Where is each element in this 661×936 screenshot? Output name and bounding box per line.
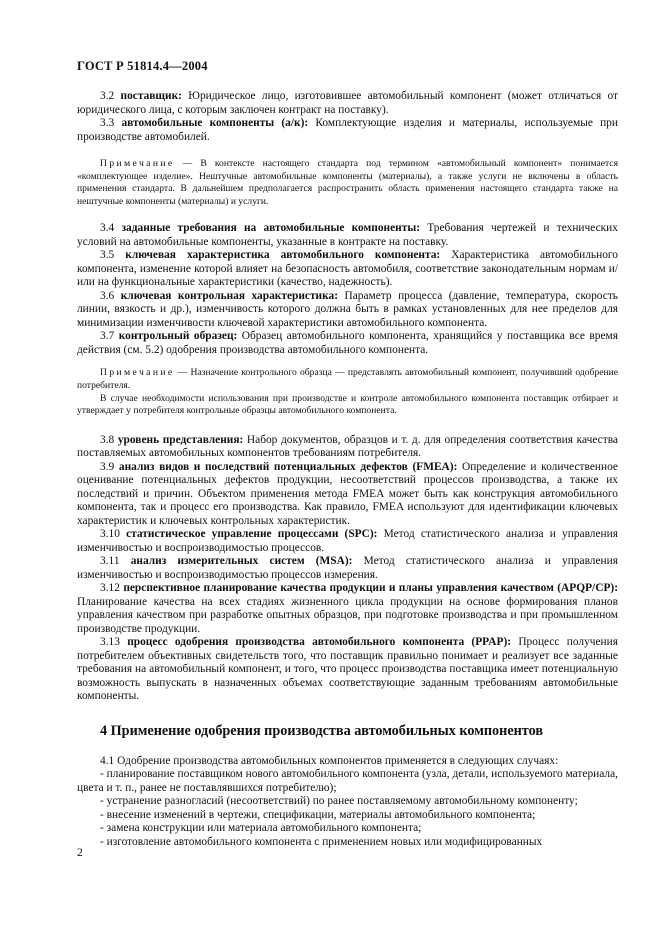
definition-3-6: 3.6 ключевая контрольная характеристика: Параметр процесса (давление, температура, скорость линии, вязкость и др.), изменчивость которого должна быть в рамках установленных для нее пределов для минимизации изменчивости ключевой характеристики автомобильного компонента. bbox=[77, 289, 618, 329]
term: процесс одобрения производства автомобильного компонента (PPAP): bbox=[127, 636, 512, 649]
definition-3-10: 3.10 статистическое управление процессами (SPC): Метод статистического анализа и управления изменчивостью и воспроизводимостью процессов. bbox=[77, 528, 618, 554]
list-item: - внесение изменений в чертежи, спецификации, материалы автомобильного компонента; bbox=[100, 808, 536, 821]
list-item: - замена конструкции или материала автомобильного компонента; bbox=[100, 822, 422, 835]
note-2: Примечание — Назначение контрольного образца — представлять автомобильный компонент, получивший одобрение потребителя. В случае необходимости использования при производстве и контроле автомобильного компонента поставщик отбирает и утверждает у потребителя контрольные образцы автомобильного компонента. bbox=[77, 367, 618, 417]
section-4-body bbox=[77, 755, 618, 850]
term: ключевая характеристика автомобильного компонента: bbox=[125, 249, 441, 262]
definition-3-2: 3.2 поставщик: Юридическое лицо, изготовившее автомобильный компонент (может отличаться от юридического лица, с которым заключен контракт на поставку). bbox=[77, 90, 618, 116]
note-label: Примечание bbox=[100, 158, 175, 169]
document-header: ГОСТ Р 51814.4—2004 bbox=[77, 59, 208, 73]
list-item: - изготовление автомобильного компонента с применением новых или модифицированных bbox=[100, 835, 543, 848]
definition-3-13: 3.13 процесс одобрения производства автомобильного компонента (PPAP): Процесс получения потребителем объективных свидетельств того, что поставщик правильно понимает и реализует все заданные требования на автомобильный компонент, и того, что процесс производства поставщика имеет потенциальную возможность выпускать в назначенных объемах соответствующие заданным требованиям автомобильные компоненты. bbox=[77, 636, 618, 703]
definition-3-7: 3.7 контрольный образец: Образец автомобильного компонента, хранящийся у поставщика все время действия (см. 5.2) одобрения производства автомобильного компонента. bbox=[77, 330, 618, 356]
definition-3-8: 3.8 уровень представления: Набор документов, образцов и т. д. для определения соответствия качества поставляемых автомобильных компонентов требованиям потребителя. bbox=[77, 433, 618, 460]
definition-3-3: 3.3 автомобильные компоненты (а/к): Комплектующие изделия и материалы, используемые при производстве автомобилей. bbox=[77, 117, 618, 143]
list-item: - планирование поставщиком нового автомобильного компонента (узла, детали, используемого материала, цвета и т. п., ранее не поставлявшихся потребителю); bbox=[77, 768, 618, 794]
definition-3-12: 3.12 перспективное планирование качества продукции и планы управления качеством (APQP/CP): Планирование качества на всех стадиях жизненного цикла продукции на основе формирования планов управления качеством при разработке опытных образцов, при подготовке производства и при промышленном производстве продукции. bbox=[77, 582, 618, 635]
term: анализ измерительных систем (MSA): bbox=[130, 555, 353, 568]
term: автомобильные компоненты (а/к): bbox=[121, 117, 309, 129]
term: анализ видов и последствий потенциальных дефектов (FMEA): bbox=[118, 460, 458, 473]
definitions-3-8-3-13 bbox=[77, 434, 618, 704]
page-body bbox=[77, 90, 618, 849]
clause-4-1: 4.1 Одобрение производства автомобильных компонентов применяется в следующих случаях: bbox=[100, 754, 559, 767]
note-label: Примечание bbox=[100, 367, 175, 379]
list-item: - устранение разногласий (несоответствий) по ранее поставляемому автомобильному компоненту; bbox=[100, 795, 578, 808]
page-number: 2 bbox=[77, 847, 83, 859]
definition-3-9: 3.9 анализ видов и последствий потенциальных дефектов (FMEA): Определение и количественное оценивание потенциальных дефектов продукции, несоответствий процессов производства, а также их последствий и причин. Объектом применения метода FMEA может быть как конструкция автомобильного компонента, так и процесс его производства. Как правило, FMEA используют для идентификации ключевых характеристик и ключевых контрольных характеристик. bbox=[77, 460, 618, 527]
note-1: Примечание — В контексте настоящего стандарта под термином «автомобильный компонент» понимается «комплектующее изделие». Нештучные автомобильные компоненты (материалы), а также услуги не включены в область применения стандарта. В дальнейшем предполагается распространить область применения настоящего стандарта также на нештучные компоненты (материалы) и услуги. bbox=[77, 158, 618, 207]
term: заданные требования на автомобильные компоненты: bbox=[121, 222, 421, 235]
definitions-3-2-3-3 bbox=[77, 90, 618, 144]
term: статистическое управление процессами (SPC): bbox=[126, 528, 378, 541]
definitions-3-4-3-7 bbox=[77, 222, 618, 357]
definition-3-4: 3.4 заданные требования на автомобильные компоненты: Требования чертежей и технических условий на автомобильные компоненты, указанные в контракте на поставку. bbox=[77, 222, 618, 248]
section-4-title: 4 Применение одобрения производства автомобильных компонентов bbox=[100, 722, 543, 739]
definition-3-5: 3.5 ключевая характеристика автомобильного компонента: Характеристика автомобильного компонента, изменение которой влияет на безопасность автомобиля, соответствие законодательным нормам и/или на функциональные характеристики (качество, надежность). bbox=[77, 249, 618, 289]
term: уровень представления: bbox=[117, 433, 244, 446]
term: контрольный образец: bbox=[118, 330, 238, 343]
term: ключевая контрольная характеристика: bbox=[120, 289, 338, 302]
definition-3-11: 3.11 анализ измерительных систем (MSA): Метод статистического анализа и управления изменчивостью и воспроизводимостью процессов измерения. bbox=[77, 555, 618, 581]
term: поставщик: bbox=[120, 90, 182, 102]
term: перспективное планирование качества продукции и планы управления качеством (APQP/CP): bbox=[123, 582, 618, 595]
